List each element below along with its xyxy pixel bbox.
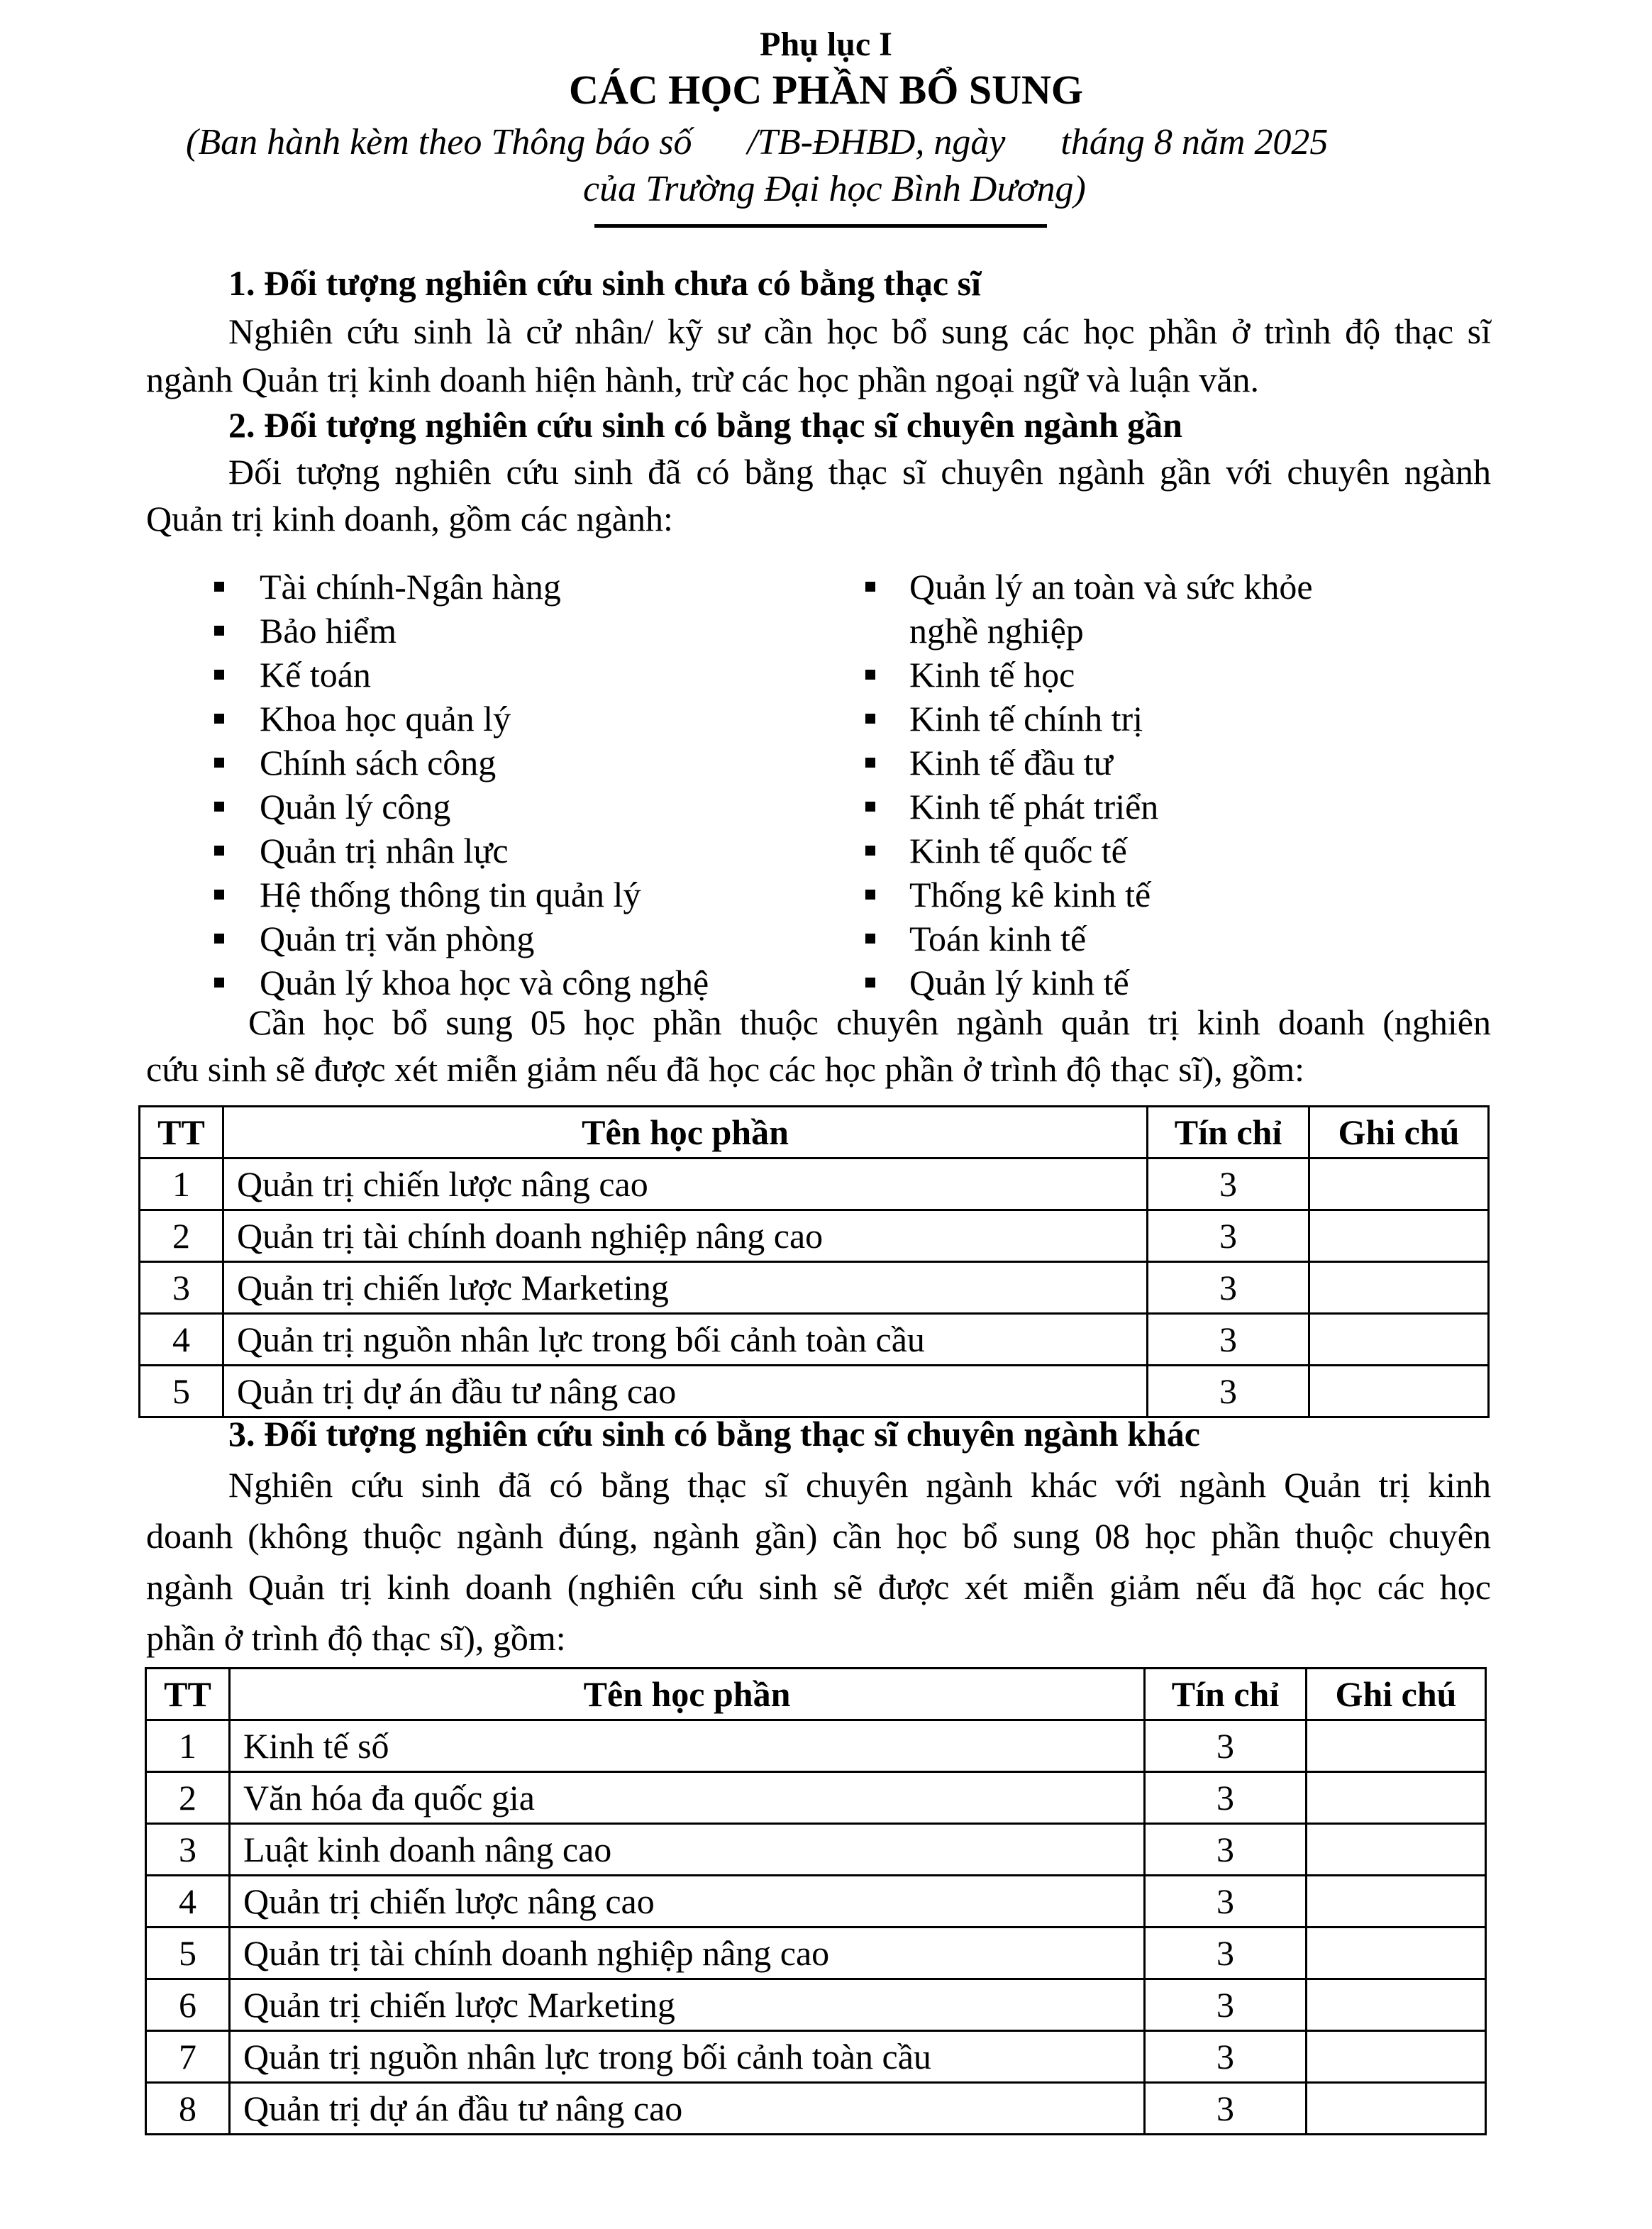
list-item: Thống kê kinh tế — [909, 875, 1151, 914]
list-item: Kinh tế học — [909, 655, 1075, 695]
course-note — [1307, 1927, 1486, 1979]
list-item: Quản lý kinh tế — [909, 963, 1129, 1002]
table-row — [140, 1210, 1489, 1262]
list-item: Quản trị nhân lực — [260, 831, 509, 870]
table-row — [140, 1158, 1489, 1210]
bullet-icon — [214, 626, 224, 636]
course-note — [1309, 1262, 1489, 1314]
column-header-tt: TT — [146, 1669, 230, 1720]
course-name: Quản trị chiến lược Marketing — [230, 1979, 1145, 2031]
column-header-note: Ghi chú — [1309, 1107, 1489, 1158]
row-number: 3 — [140, 1262, 223, 1314]
course-credits: 3 — [1148, 1314, 1309, 1366]
course-name: Quản trị chiến lược nâng cao — [223, 1158, 1148, 1210]
bullet-icon — [214, 890, 224, 900]
list-item: Kinh tế chính trị — [909, 699, 1143, 739]
list-item: Kế toán — [260, 655, 371, 695]
course-note — [1307, 2083, 1486, 2135]
section-3-heading: 3. Đối tượng nghiên cứu sinh có bằng thạc sĩ chuyên ngành khác — [228, 1414, 1200, 1454]
table-row — [146, 1720, 1486, 1772]
course-name: Quản trị nguồn nhân lực trong bối cảnh toàn cầu — [230, 2031, 1145, 2083]
bullet-icon — [214, 670, 224, 680]
course-note — [1307, 1824, 1486, 1876]
row-number: 8 — [146, 2083, 230, 2135]
bullet-icon — [865, 714, 875, 724]
course-name: Kinh tế số — [230, 1720, 1145, 1772]
table-row — [146, 2083, 1486, 2135]
course-name: Văn hóa đa quốc gia — [230, 1772, 1145, 1824]
course-name: Quản trị dự án đầu tư nâng cao — [230, 2083, 1145, 2135]
table-row — [146, 1979, 1486, 2031]
list-item: Quản lý công — [260, 787, 451, 826]
section-2-note-line-1: Cần học bổ sung 05 học phần thuộc chuyên ngành quản trị kinh doanh (nghiên — [248, 1002, 1491, 1042]
table-row — [140, 1314, 1489, 1366]
section-3-paragraph-line-4: phần ở trình độ thạc sĩ), gồm: — [146, 1618, 566, 1658]
course-credits: 3 — [1145, 2031, 1307, 2083]
bullet-icon — [214, 758, 224, 768]
course-note — [1309, 1366, 1489, 1417]
table-row — [140, 1366, 1489, 1417]
section-2-paragraph-line-2: Quản trị kinh doanh, gồm các ngành: — [146, 499, 673, 538]
list-item: Hệ thống thông tin quản lý — [260, 875, 641, 914]
course-credits: 3 — [1145, 1927, 1307, 1979]
table-header-row — [146, 1669, 1486, 1720]
course-name: Quản trị chiến lược nâng cao — [230, 1876, 1145, 1927]
course-note — [1309, 1210, 1489, 1262]
course-note — [1309, 1314, 1489, 1366]
course-credits: 3 — [1148, 1210, 1309, 1262]
section-2-heading: 2. Đối tượng nghiên cứu sinh có bằng thạc sĩ chuyên ngành gần — [228, 405, 1182, 445]
row-number: 5 — [140, 1366, 223, 1417]
section-2-paragraph-line-1: Đối tượng nghiên cứu sinh đã có bằng thạc sĩ chuyên ngành gần với chuyên ngành — [228, 452, 1491, 492]
list-item: Khoa học quản lý — [260, 699, 511, 739]
column-header-credits: Tín chỉ — [1148, 1107, 1309, 1158]
table-row — [146, 1927, 1486, 1979]
course-name: Quản trị chiến lược Marketing — [223, 1262, 1148, 1314]
course-credits: 3 — [1145, 1876, 1307, 1927]
bullet-icon — [865, 978, 875, 988]
row-number: 1 — [146, 1720, 230, 1772]
course-note — [1307, 1720, 1486, 1772]
section-3-paragraph-line-1: Nghiên cứu sinh đã có bằng thạc sĩ chuyên ngành khác với ngành Quản trị kinh — [228, 1465, 1491, 1505]
course-note — [1307, 1979, 1486, 2031]
courses-table-related — [138, 1105, 1490, 1418]
row-number: 7 — [146, 2031, 230, 2083]
bullet-icon — [214, 978, 224, 988]
list-item: nghề nghiệp — [909, 611, 1084, 651]
bullet-icon — [214, 582, 224, 592]
list-item: Kinh tế phát triển — [909, 787, 1159, 826]
course-name: Quản trị tài chính doanh nghiệp nâng cao — [223, 1210, 1148, 1262]
course-credits: 3 — [1145, 1772, 1307, 1824]
bullet-icon — [865, 758, 875, 768]
section-1-paragraph-line-1: Nghiên cứu sinh là cử nhân/ kỹ sư cần học bổ sung các học phần ở trình độ thạc sĩ — [228, 311, 1491, 351]
section-2-note-line-2: cứu sinh sẽ được xét miễn giảm nếu đã học các học phần ở trình độ thạc sĩ), gồm: — [146, 1049, 1305, 1089]
section-1-paragraph-line-2: ngành Quản trị kinh doanh hiện hành, trừ các học phần ngoại ngữ và luận văn. — [146, 360, 1260, 399]
course-note — [1309, 1158, 1489, 1210]
course-name: Quản trị nguồn nhân lực trong bối cảnh toàn cầu — [223, 1314, 1148, 1366]
bullet-icon — [865, 802, 875, 812]
course-note — [1307, 1772, 1486, 1824]
row-number: 4 — [146, 1876, 230, 1927]
course-name: Luật kinh doanh nâng cao — [230, 1824, 1145, 1876]
course-credits: 3 — [1145, 2083, 1307, 2135]
column-header-note: Ghi chú — [1307, 1669, 1486, 1720]
list-item: Chính sách công — [260, 743, 497, 782]
bullet-icon — [865, 670, 875, 680]
table-row — [146, 1876, 1486, 1927]
bullet-icon — [214, 934, 224, 944]
list-item: Quản lý an toàn và sức khỏe — [909, 567, 1313, 607]
list-item: Quản trị văn phòng — [260, 919, 535, 958]
bullet-icon — [865, 582, 875, 592]
course-credits: 3 — [1148, 1158, 1309, 1210]
list-item: Kinh tế quốc tế — [909, 831, 1127, 870]
title-underline — [594, 224, 1047, 228]
bullet-icon — [214, 714, 224, 724]
row-number: 3 — [146, 1824, 230, 1876]
row-number: 6 — [146, 1979, 230, 2031]
courses-table-other — [145, 1667, 1487, 2135]
bullet-icon — [865, 890, 875, 900]
list-item: Toán kinh tế — [909, 919, 1087, 958]
list-item: Tài chính-Ngân hàng — [260, 567, 561, 607]
column-header-course-name: Tên học phần — [230, 1669, 1145, 1720]
column-header-credits: Tín chỉ — [1145, 1669, 1307, 1720]
bullet-icon — [865, 846, 875, 856]
section-1-heading: 1. Đối tượng nghiên cứu sinh chưa có bằng thạc sĩ — [228, 263, 981, 303]
list-item: Quản lý khoa học và công nghệ — [260, 963, 709, 1002]
course-credits: 3 — [1145, 1720, 1307, 1772]
bullet-icon — [865, 934, 875, 944]
row-number: 2 — [146, 1772, 230, 1824]
course-credits: 3 — [1148, 1262, 1309, 1314]
column-header-course-name: Tên học phần — [223, 1107, 1148, 1158]
row-number: 4 — [140, 1314, 223, 1366]
list-item: Bảo hiểm — [260, 611, 397, 651]
list-item: Kinh tế đầu tư — [909, 743, 1113, 782]
column-header-tt: TT — [140, 1107, 223, 1158]
course-name: Quản trị dự án đầu tư nâng cao — [223, 1366, 1148, 1417]
row-number: 5 — [146, 1927, 230, 1979]
table-row — [146, 1824, 1486, 1876]
appendix-label: Phụ lục I — [760, 26, 892, 63]
table-header-row — [140, 1107, 1489, 1158]
course-note — [1307, 1876, 1486, 1927]
section-3-paragraph-line-2: doanh (không thuộc ngành đúng, ngành gần) cần học bổ sung 08 học phần thuộc chuyên — [146, 1516, 1491, 1556]
course-credits: 3 — [1145, 1824, 1307, 1876]
course-note — [1307, 2031, 1486, 2083]
bullet-icon — [214, 802, 224, 812]
subtitle-line-1: (Ban hành kèm theo Thông báo số /TB-ĐHBD, ngày tháng 8 năm 2025 — [186, 122, 1329, 162]
bullet-icon — [214, 846, 224, 856]
row-number: 2 — [140, 1210, 223, 1262]
row-number: 1 — [140, 1158, 223, 1210]
table-row — [146, 1772, 1486, 1824]
subtitle-line-2: của Trường Đại học Bình Dương) — [583, 169, 1086, 209]
table-row — [140, 1262, 1489, 1314]
course-credits: 3 — [1148, 1366, 1309, 1417]
course-credits: 3 — [1145, 1979, 1307, 2031]
section-3-paragraph-line-3: ngành Quản trị kinh doanh (nghiên cứu sinh sẽ được xét miễn giảm nếu đã học các học — [146, 1567, 1491, 1607]
document-title: CÁC HỌC PHẦN BỔ SUNG — [568, 67, 1084, 113]
course-name: Quản trị tài chính doanh nghiệp nâng cao — [230, 1927, 1145, 1979]
table-row — [146, 2031, 1486, 2083]
